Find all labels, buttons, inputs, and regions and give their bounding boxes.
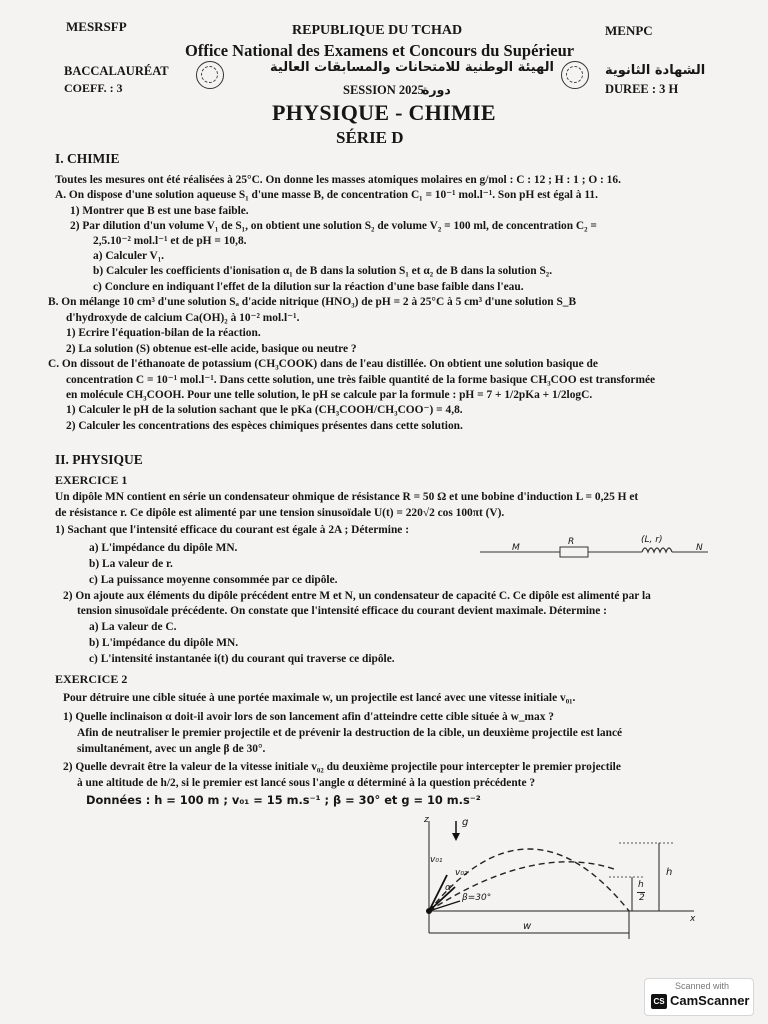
circuit-label-n: N — [696, 543, 703, 553]
ex2-q1-cont: Afin de neutraliser le premier projectile et de prévenir la destruction de la cible, un deuxième projectile est lancé — [77, 727, 623, 739]
ex1-q2: 2) On ajoute aux éléments du dipôle précédent entre M et N, un condensateur de capacité C. Ce dipôle est alimenté par la — [63, 590, 651, 602]
office-seal-left-icon — [196, 61, 224, 89]
chimie-c-statement-cont2: en molécule CH₃COOH. Pour une telle solution, le pH se calcule par la formule : pH = 7 + 1/2pKa + 1/2logC. — [66, 389, 593, 401]
ex2-q2: 2) Quelle devrait être la valeur de la vitesse initiale v₀₂ du deuxième projectile pour intercepter le premier projectile — [63, 761, 621, 773]
chimie-a-q2b: b) Calculer les coefficients d'ionisation α₁ de B dans la solution S₁ et α₂ de B dans la solution S₂. — [93, 265, 553, 277]
chimie-c-statement-cont: concentration C = 10⁻¹ mol.l⁻¹. Dans cette solution, une très faible quantité de la forme basique CH₃COO est transformée — [66, 374, 656, 386]
left-ministry: MESRSFP — [66, 19, 127, 34]
office-seal-right-icon — [561, 61, 589, 89]
chimie-b-q1: 1) Ecrire l'équation-bilan de la réaction. — [66, 327, 261, 339]
ex2-statement: Pour détruire une cible située à une portée maximale w, un projectile est lancé avec une vitesse initiale v₀₁. — [63, 692, 576, 704]
fig-label-z: z — [424, 815, 429, 825]
fig-label-x: x — [690, 914, 696, 924]
chimie-intro: Toutes les mesures ont été réalisées à 25°C. On donne les masses atomiques molaires en g/mol : C : 12 ; H : 1 ; O : 16. — [55, 174, 621, 186]
circuit-label-m: M — [512, 543, 520, 553]
physique-title: II. PHYSIQUE — [55, 452, 143, 467]
chimie-title: I. CHIMIE — [55, 151, 120, 166]
exercise-1-title: EXERCICE 1 — [55, 473, 128, 487]
coil-symbol — [642, 548, 672, 552]
ex2-q1-cont2: simultanément, avec un angle β de 30°. — [77, 743, 266, 755]
chimie-c-q2: 2) Calculer les concentrations des espèces chimiques présentes dans cette solution. — [66, 420, 463, 432]
session-arabic: دورة — [422, 82, 451, 97]
ex1-q2a: a) La valeur de C. — [89, 621, 177, 633]
subject-title: PHYSIQUE - CHIMIE — [272, 100, 496, 125]
projectile-figure — [414, 815, 704, 945]
watermark-brand: CamScanner — [670, 993, 750, 1008]
chimie-a-q2-cont: 2,5.10⁻² mol.l⁻¹ et de pH = 10,8. — [93, 235, 247, 247]
ex1-q1c: c) La puissance moyenne consommée par ce dipôle. — [89, 574, 338, 586]
chimie-a-q1: 1) Montrer que B est une base faible. — [70, 205, 249, 217]
office-title: Office National des Examens et Concours du Supérieur — [185, 41, 575, 60]
chimie-b-q2: 2) La solution (S) obtenue est-elle acide, basique ou neutre ? — [66, 343, 357, 355]
ex1-statement: Un dipôle MN contient en série un condensateur ohmique de résistance R = 50 Ω et une bobine d'induction L = 0,25 H et — [55, 491, 639, 503]
serie-title: SÉRIE D — [336, 128, 404, 147]
ex1-q2-cont: tension sinusoïdale précédente. On constate que l'intensité efficace du courant devient maximale. Détermine : — [77, 605, 607, 617]
session: SESSION 2025 — [343, 83, 424, 97]
fig-label-h-half-num: h — [638, 880, 644, 890]
chimie-a-q2a: a) Calculer V₁. — [93, 250, 165, 262]
watermark-caption: Scanned with — [675, 981, 730, 991]
fig-label-g: g — [462, 817, 469, 828]
circuit-label-r: R — [568, 537, 575, 547]
chimie-c-statement: C. On dissout de l'éthanoate de potassium (CH₃COOK) dans de l'eau distillée. On obtient une solution basique de — [48, 358, 598, 370]
exercise-2-title: EXERCICE 2 — [55, 672, 128, 686]
fig-label-v01: v₀₁ — [430, 855, 443, 865]
republic-title: REPUBLIQUE DU TCHAD — [292, 23, 463, 38]
ex1-statement-cont: de résistance r. Ce dipôle est alimenté par une tension sinusoïdale U(t) = 220√2 cos 100πt (V). — [55, 507, 505, 519]
fig-label-v02: v₀₂ — [455, 868, 468, 878]
exam-header — [0, 0, 768, 147]
coefficient: COEFF. : 3 — [64, 81, 123, 95]
launch-point — [426, 908, 432, 914]
fig-label-w: w — [523, 921, 532, 932]
chimie-a-statement: A. On dispose d'une solution aqueuse S₁ d'une masse B, de concentration C₁ = 10⁻¹ mol.l⁻¹. Son pH est égal à 11. — [55, 189, 598, 201]
chimie-b-statement: B. On mélange 10 cm³ d'une solution Sₐ d'acide nitrique (HNO₃) de pH = 2 à 25°C à 5 cm³ d'une solution S_B — [48, 296, 577, 308]
ex2-q2-cont: à une altitude de h/2, si le premier est lancé sous l'angle α déterminé à la question précédente ? — [77, 777, 536, 789]
ex1-q1a: a) L'impédance du dipôle MN. — [89, 542, 238, 554]
ex1-q1: 1) Sachant que l'intensité efficace du courant est égale à 2A ; Détermine : — [55, 524, 409, 536]
ex1-q2c: c) L'intensité instantanée i(t) du courant qui traverse ce dipôle. — [89, 653, 395, 665]
chimie-c-q1: 1) Calculer le pH de la solution sachant que le pKa (CH₃COOH/CH₃COO⁻) = 4,8. — [66, 404, 463, 416]
chimie-a-q2c: c) Conclure en indiquant l'effet de la dilution sur la réaction d'une base faible dans l'eau. — [93, 281, 524, 293]
exam-name-arabic: الشهادة الثانوية — [605, 63, 706, 78]
duration: DUREE : 3 H — [605, 82, 679, 96]
fig-label-h-half-den: 2 — [639, 893, 645, 903]
exam-name: BACCALAURÉAT — [64, 64, 169, 78]
office-title-arabic: الهيئة الوطنية للامتحانات والمسابقات العالية — [270, 60, 554, 75]
camscanner-watermark — [644, 978, 754, 1016]
ex2-data: Données : h = 100 m ; v₀₁ = 15 m.s⁻¹ ; β = 30° et g = 10 m.s⁻² — [86, 793, 481, 807]
chimie-b-statement-cont: d'hydroxyde de calcium Ca(OH)₂ à 10⁻² mol.l⁻¹. — [66, 312, 300, 324]
fig-label-beta: β=30° — [462, 893, 492, 903]
chimie-a-q2: 2) Par dilution d'un volume V₁ de S₁, on obtient une solution S₂ de volume V₂ = 100 ml, de concentration C₂ = — [70, 220, 597, 232]
fig-label-h: h — [666, 867, 673, 878]
right-ministry: MENPC — [605, 23, 653, 38]
ex2-q1: 1) Quelle inclinaison α doit-il avoir lors de son lancement afin d'atteindre cette cible située à w_max ? — [63, 711, 554, 723]
circuit-label-l: (L, r) — [641, 535, 663, 545]
ex1-q2b: b) L'impédance du dipôle MN. — [89, 637, 239, 649]
ex1-q1b: b) La valeur de r. — [89, 558, 173, 570]
fig-label-alpha: α — [445, 883, 451, 893]
camscanner-logo-icon: CS — [651, 994, 667, 1009]
